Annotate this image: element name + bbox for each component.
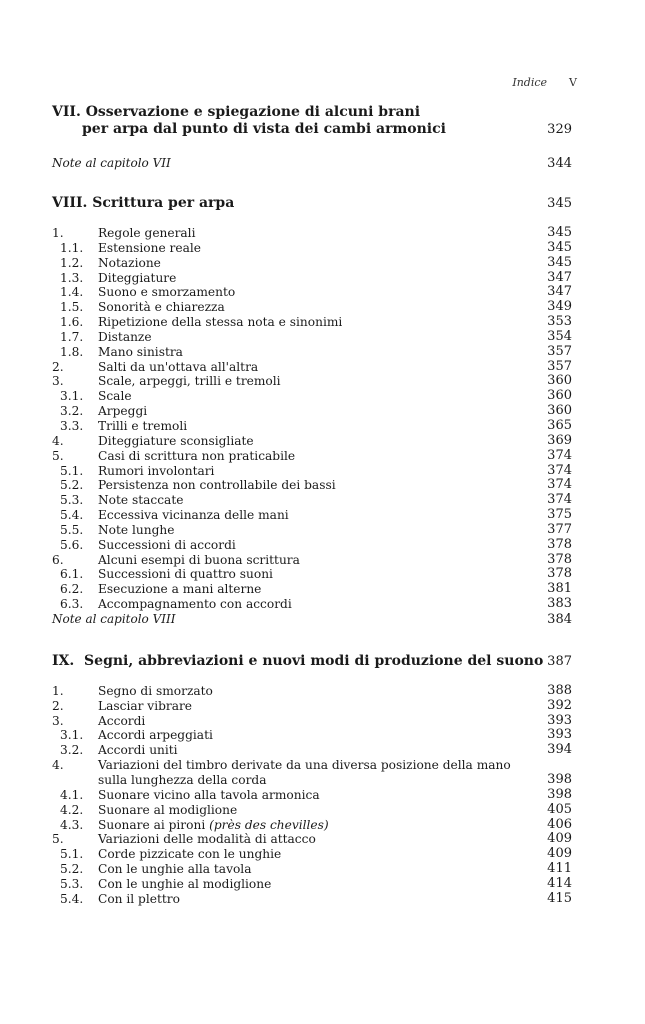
chapter-heading-vii (52, 104, 572, 138)
running-head-title: Indice (512, 76, 548, 89)
toc-entry: 6.2. Esecuzione a mani alterne 381 (60, 581, 572, 597)
toc-entry: 1.6. Ripetizione della stessa nota e sinonimi 353 (60, 314, 572, 330)
toc-entry: 3.3. Trilli e tremoli 365 (60, 417, 572, 433)
chapter-title-line2: per arpa dal punto di vista dei cambi armonici (82, 121, 446, 137)
toc-entry: 3.1. Scale 360 (60, 388, 572, 404)
toc-entry: 1.5. Sonorità e chiarezza 349 (60, 299, 572, 315)
toc-entry: 5.3. Note staccate 374 (60, 492, 572, 508)
toc-entry: 6.1. Successioni di quattro suoni 378 (60, 566, 572, 582)
running-head (512, 76, 577, 89)
toc-entry: 5.1. Corde pizzicate con le unghie 409 (60, 846, 572, 862)
toc-entry: 3.2. Arpeggi 360 (60, 403, 572, 419)
toc-entry: 1. Segno di smorzato 388 (52, 682, 572, 698)
toc-entry: 1.4. Suono e smorzamento 347 (60, 284, 572, 300)
toc-entry: 5.2. Con le unghie alla tavola 411 (60, 861, 572, 877)
chapter-numeral: VII. (52, 104, 81, 120)
toc-entry: 6.3. Accompagnamento con accordi 383 (60, 596, 572, 612)
toc-entry: 5.2. Persistenza non controllabile dei bassi 374 (60, 477, 572, 493)
chapter-numeral: VIII. (52, 195, 88, 211)
toc-entry: 2. Salti da un'ottava all'altra 357 (52, 358, 572, 374)
toc-entry: 5.4. Eccessiva vicinanza delle mani 375 (60, 507, 572, 523)
table-of-contents (52, 104, 572, 907)
chapter-title: Segni, abbreviazioni e nuovi modi di produzione del suono (84, 652, 544, 669)
chapter-title: Scrittura per arpa (92, 195, 235, 211)
chapter-note-vii (52, 156, 572, 171)
chapter-heading-ix (52, 653, 572, 670)
chapter-heading-viii (52, 195, 572, 212)
toc-entry: 5.5. Note lunghe 377 (60, 521, 572, 537)
chapter-title-line1: Osservazione e spiegazione di alcuni brani (85, 104, 421, 120)
toc-entry: 5.1. Rumori involontari 374 (60, 462, 572, 478)
chapter-page: 329 (547, 122, 572, 137)
toc-entry: 3. Scale, arpeggi, trilli e tremoli 360 (52, 373, 572, 389)
toc-entry: 1. Regole generali 345 (52, 225, 572, 240)
toc-entry: 3.1. Accordi arpeggiati 393 (60, 727, 572, 743)
toc-entry: 4.1. Suonare vicino alla tavola armonica 398 (60, 786, 572, 802)
chapter-page: 387 (547, 653, 572, 669)
toc-entry: 1.2. Notazione 345 (60, 254, 572, 270)
toc-entry-continuation: sulla lunghezza della corda 398 (98, 772, 572, 787)
note-label: Note al capitolo VIII (52, 611, 176, 626)
toc-entry: 5. Variazioni delle modalità di attacco 409 (52, 831, 572, 847)
toc-entry: 1.8. Mano sinistra 357 (60, 343, 572, 359)
toc-entry: 5. Casi di scrittura non praticabile 374 (52, 447, 572, 463)
note-page: 384 (547, 611, 572, 627)
toc-entry: 5.4. Con il plettro 415 (60, 890, 572, 906)
toc-entry: 1.7. Distanze 354 (60, 328, 572, 344)
chapter-page: 345 (547, 196, 572, 211)
running-head-page: V (569, 76, 577, 89)
note-page: 344 (547, 156, 572, 171)
toc-entry: 4.3. Suonare ai pironi (près des chevilles) 406 (60, 816, 572, 832)
chapter-numeral: IX. (52, 652, 75, 669)
toc-list-viii (52, 226, 572, 612)
toc-entry: 1.1. Estensione reale 345 (60, 239, 572, 255)
toc-list-ix (52, 684, 572, 907)
chapter-note-viii (52, 612, 572, 627)
toc-entry: 5.6. Successioni di accordi 378 (60, 536, 572, 552)
toc-entry: 4.2. Suonare al modiglione 405 (60, 801, 572, 817)
toc-entry: 6. Alcuni esempi di buona scrittura 378 (52, 551, 572, 567)
toc-entry: 1.3. Diteggiature 347 (60, 269, 572, 285)
toc-entry: 4. Diteggiature sconsigliate 369 (52, 432, 572, 448)
note-label: Note al capitolo VII (52, 156, 171, 170)
toc-entry: 3. Accordi 393 (52, 712, 572, 728)
toc-entry-multiline: 4. Variazioni del timbro derivate da una diversa posizione della mano (52, 758, 511, 773)
toc-entry: 5.3. Con le unghie al modiglione 414 (60, 875, 572, 891)
toc-entry: 2. Lasciar vibrare 392 (52, 697, 572, 713)
toc-entry: 3.2. Accordi uniti 394 (60, 742, 572, 758)
